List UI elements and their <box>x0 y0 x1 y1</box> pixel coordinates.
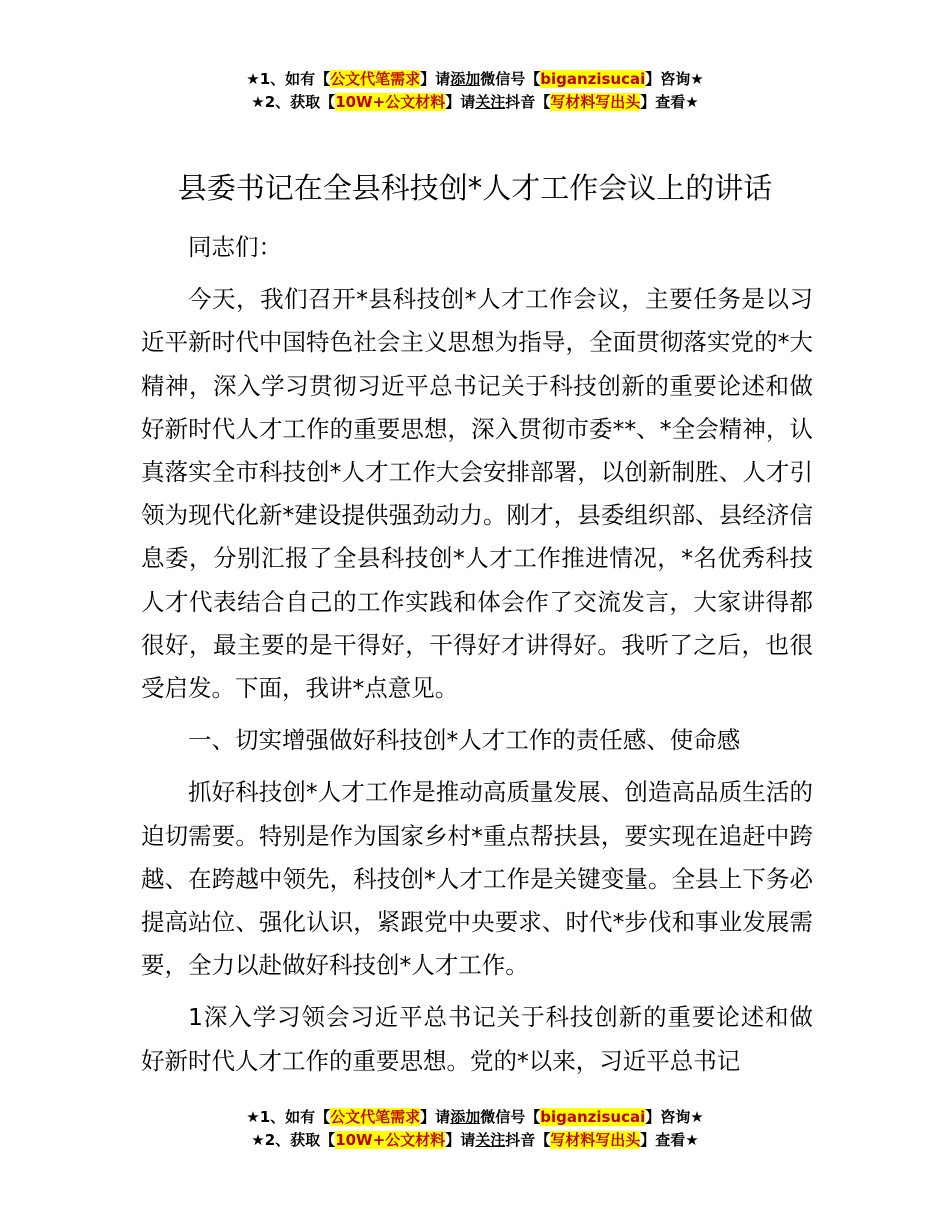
banner-line-2 <box>0 1129 950 1152</box>
banner-wechat-id: biganzisucai <box>540 1108 646 1126</box>
banner-text: ★2、获取【 <box>251 1131 336 1149</box>
banner-text: 】查看★ <box>640 93 699 111</box>
banner-text: ★1、如有【 <box>246 70 331 88</box>
banner-emphasis: 添加 <box>450 70 481 88</box>
banner-text: ★1、如有【 <box>246 1108 331 1126</box>
paragraph: 抓好科技创*人才工作是推动高质量发展、创造高品质生活的迫切需要。特别是作为国家乡村*重点帮扶县，要实现在追赶中跨越、在跨越中领先，科技创*人才工作是关键变量。全县上下务必提高站位、强化认识，紧跟党中央要求、时代*步伐和事业发展需要，全力以赴做好科技创*人才工作。 <box>141 778 813 980</box>
document-title: 县委书记在全县科技创*人才工作会议上的讲话 <box>177 171 773 205</box>
banner-highlight: 10W+公文材料 <box>335 93 446 111</box>
banner-line-2 <box>0 91 950 114</box>
banner-text: 】请 <box>445 93 476 111</box>
section-heading: 一、切实增强做好科技创*人才工作的责任感、使命感 <box>188 726 741 755</box>
banner-douyin-account: 写材料写出头 <box>550 93 641 111</box>
banner-text: 】咨询★ <box>645 70 704 88</box>
banner-text: 抖音【 <box>505 1131 551 1149</box>
banner-emphasis: 关注 <box>475 93 506 111</box>
footer-banner <box>0 1106 950 1152</box>
banner-text: 抖音【 <box>505 93 551 111</box>
banner-highlight: 公文代笔需求 <box>330 1108 421 1126</box>
banner-text: 】查看★ <box>640 1131 699 1149</box>
paragraph: 1深入学习领会习近平总书记关于科技创新的重要论述和做好新时代人才工作的重要思想。党的*以来，习近平总书记 <box>141 1003 813 1075</box>
header-banner <box>0 68 950 114</box>
banner-text: 微信号【 <box>480 1108 541 1126</box>
banner-highlight: 公文代笔需求 <box>330 70 421 88</box>
banner-text: 】请 <box>445 1131 476 1149</box>
banner-emphasis: 关注 <box>475 1131 506 1149</box>
salutation: 同志们： <box>188 233 282 261</box>
banner-text: 】咨询★ <box>645 1108 704 1126</box>
banner-text: 】请 <box>420 1108 451 1126</box>
document-body <box>141 226 813 1083</box>
banner-text: 】请 <box>420 70 451 88</box>
banner-wechat-id: biganzisucai <box>540 70 646 88</box>
paragraph: 今天，我们召开*县科技创*人才工作会议，主要任务是以习近平新时代中国特色社会主义思想为指导，全面贯彻落实党的*大精神，深入学习贯彻习近平总书记关于科技创新的重要论述和做好新时代人才工作的重要思想，深入贯彻市委**、*全会精神，认真落实全市科技创*人才工作大会安排部署，以创新制胜、人才引领为现代化新*建设提供强劲动力。刚才，县委组织部、县经济信息委，分别汇报了全县科技创*人才工作推进情况，*名优秀科技人才代表结合自己的工作实践和体会作了交流发言，大家讲得都很好，最主要的是干得好，干得好才讲得好。我听了之后，也很受启发。下面，我讲*点意见。 <box>141 285 813 703</box>
banner-text: 微信号【 <box>480 70 541 88</box>
banner-text: ★2、获取【 <box>251 93 336 111</box>
banner-line-1 <box>0 68 950 91</box>
banner-emphasis: 添加 <box>450 1108 481 1126</box>
banner-douyin-account: 写材料写出头 <box>550 1131 641 1149</box>
banner-highlight: 10W+公文材料 <box>335 1131 446 1149</box>
banner-line-1 <box>0 1106 950 1129</box>
